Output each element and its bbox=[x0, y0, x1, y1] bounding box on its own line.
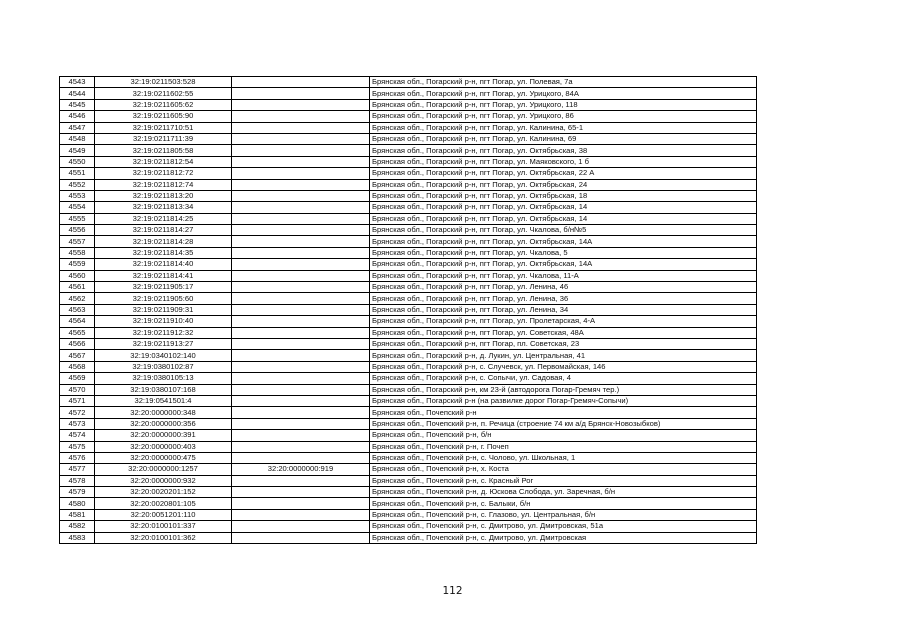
linked-cadastral-number-cell bbox=[232, 122, 370, 133]
table-row bbox=[60, 407, 757, 418]
table-row bbox=[60, 133, 757, 144]
linked-cadastral-number-cell bbox=[232, 168, 370, 179]
table-row bbox=[60, 361, 757, 372]
cadastral-number-cell: 32:20:0020801:105 bbox=[95, 498, 232, 509]
address-cell: Брянская обл., Почепский р-н, д. Юскова Слобода, ул. Заречная, б/н bbox=[370, 487, 757, 498]
table-row bbox=[60, 452, 757, 463]
cadastral-number-cell: 32:19:0211814:41 bbox=[95, 270, 232, 281]
table-row bbox=[60, 418, 757, 429]
address-cell: Брянская обл., Почепский р-н, б/н bbox=[370, 430, 757, 441]
table-row bbox=[60, 487, 757, 498]
row-number-cell: 4571 bbox=[60, 395, 95, 406]
address-cell: Брянская обл., Почепский р-н, х. Коста bbox=[370, 464, 757, 475]
linked-cadastral-number-cell bbox=[232, 259, 370, 270]
row-number-cell: 4582 bbox=[60, 521, 95, 532]
table-row bbox=[60, 430, 757, 441]
linked-cadastral-number-cell bbox=[232, 418, 370, 429]
address-cell: Брянская обл., Погарский р-н, пгт Погар, пл. Советская, 23 bbox=[370, 338, 757, 349]
address-cell: Брянская обл., Погарский р-н, пгт Погар, ул. Калинина, 65-1 bbox=[370, 122, 757, 133]
address-cell: Брянская обл., Погарский р-н, пгт Погар, ул. Чкалова, 11-А bbox=[370, 270, 757, 281]
registry-table-container bbox=[59, 76, 757, 544]
table-row bbox=[60, 464, 757, 475]
table-row bbox=[60, 384, 757, 395]
cadastral-number-cell: 32:19:0211813:20 bbox=[95, 190, 232, 201]
table-row bbox=[60, 316, 757, 327]
row-number-cell: 4565 bbox=[60, 327, 95, 338]
table-row bbox=[60, 225, 757, 236]
address-cell: Брянская обл., Погарский р-н, пгт Погар, ул. Октябрьская, 14 bbox=[370, 213, 757, 224]
cadastral-number-cell: 32:20:0000000:348 bbox=[95, 407, 232, 418]
table-row bbox=[60, 475, 757, 486]
cadastral-number-cell: 32:19:0211913:27 bbox=[95, 338, 232, 349]
cadastral-number-cell: 32:19:0211805:58 bbox=[95, 145, 232, 156]
table-row bbox=[60, 338, 757, 349]
linked-cadastral-number-cell bbox=[232, 384, 370, 395]
linked-cadastral-number-cell bbox=[232, 282, 370, 293]
row-number-cell: 4568 bbox=[60, 361, 95, 372]
table-row bbox=[60, 350, 757, 361]
row-number-cell: 4555 bbox=[60, 213, 95, 224]
table-row bbox=[60, 156, 757, 167]
row-number-cell: 4576 bbox=[60, 452, 95, 463]
table-row bbox=[60, 111, 757, 122]
row-number-cell: 4566 bbox=[60, 338, 95, 349]
address-cell: Брянская обл., Почепский р-н, с. Балыки, б/н bbox=[370, 498, 757, 509]
address-cell: Брянская обл., Погарский р-н, пгт Погар, ул. Октябрьская, 24 bbox=[370, 179, 757, 190]
row-number-cell: 4579 bbox=[60, 487, 95, 498]
row-number-cell: 4544 bbox=[60, 88, 95, 99]
table-row bbox=[60, 532, 757, 543]
cadastral-number-cell: 32:19:0211905:17 bbox=[95, 282, 232, 293]
row-number-cell: 4558 bbox=[60, 247, 95, 258]
linked-cadastral-number-cell bbox=[232, 133, 370, 144]
linked-cadastral-number-cell bbox=[232, 88, 370, 99]
address-cell: Брянская обл., Погарский р-н, пгт Погар, ул. Октябрьская, 14А bbox=[370, 236, 757, 247]
row-number-cell: 4575 bbox=[60, 441, 95, 452]
table-row bbox=[60, 213, 757, 224]
address-cell: Брянская обл., Погарский р-н, с. Сопычи, ул. Садовая, 4 bbox=[370, 373, 757, 384]
linked-cadastral-number-cell bbox=[232, 350, 370, 361]
cadastral-number-cell: 32:19:0211503:528 bbox=[95, 77, 232, 88]
address-cell: Брянская обл., Почепский р-н, г. Почеп bbox=[370, 441, 757, 452]
linked-cadastral-number-cell bbox=[232, 99, 370, 110]
row-number-cell: 4574 bbox=[60, 430, 95, 441]
cadastral-number-cell: 32:20:0000000:391 bbox=[95, 430, 232, 441]
registry-table-body bbox=[60, 77, 757, 544]
table-row bbox=[60, 293, 757, 304]
address-cell: Брянская обл., Почепский р-н, п. Речица (строение 74 км а/д Брянск-Новозыбков) bbox=[370, 418, 757, 429]
linked-cadastral-number-cell bbox=[232, 475, 370, 486]
linked-cadastral-number-cell bbox=[232, 247, 370, 258]
cadastral-number-cell: 32:19:0380102:87 bbox=[95, 361, 232, 372]
linked-cadastral-number-cell bbox=[232, 293, 370, 304]
address-cell: Брянская обл., Погарский р-н, пгт Погар, ул. Чкалова, 5 bbox=[370, 247, 757, 258]
address-cell: Брянская обл., Почепский р-н, с. Чолово, ул. Школьная, 1 bbox=[370, 452, 757, 463]
row-number-cell: 4563 bbox=[60, 304, 95, 315]
linked-cadastral-number-cell bbox=[232, 395, 370, 406]
row-number-cell: 4556 bbox=[60, 225, 95, 236]
linked-cadastral-number-cell bbox=[232, 316, 370, 327]
row-number-cell: 4550 bbox=[60, 156, 95, 167]
cadastral-number-cell: 32:19:0211814:35 bbox=[95, 247, 232, 258]
address-cell: Брянская обл., Погарский р-н, пгт Погар, ул. Чкалова, б/н№5 bbox=[370, 225, 757, 236]
cadastral-number-cell: 32:19:0211812:74 bbox=[95, 179, 232, 190]
cadastral-number-cell: 32:20:0000000:356 bbox=[95, 418, 232, 429]
linked-cadastral-number-cell: 32:20:0000000:919 bbox=[232, 464, 370, 475]
linked-cadastral-number-cell bbox=[232, 452, 370, 463]
table-row bbox=[60, 179, 757, 190]
cadastral-number-cell: 32:19:0211813:34 bbox=[95, 202, 232, 213]
cadastral-number-cell: 32:19:0211812:72 bbox=[95, 168, 232, 179]
address-cell: Брянская обл., Погарский р-н, пгт Погар, ул. Урицкого, 86 bbox=[370, 111, 757, 122]
table-row bbox=[60, 373, 757, 384]
row-number-cell: 4580 bbox=[60, 498, 95, 509]
address-cell: Брянская обл., Почепский р-н, с. Глазово, ул. Центральная, б/н bbox=[370, 509, 757, 520]
row-number-cell: 4557 bbox=[60, 236, 95, 247]
table-row bbox=[60, 190, 757, 201]
row-number-cell: 4545 bbox=[60, 99, 95, 110]
cadastral-number-cell: 32:19:0211605:90 bbox=[95, 111, 232, 122]
row-number-cell: 4561 bbox=[60, 282, 95, 293]
registry-table bbox=[59, 76, 757, 544]
table-row bbox=[60, 247, 757, 258]
cadastral-number-cell: 32:19:0380105:13 bbox=[95, 373, 232, 384]
linked-cadastral-number-cell bbox=[232, 407, 370, 418]
row-number-cell: 4551 bbox=[60, 168, 95, 179]
linked-cadastral-number-cell bbox=[232, 145, 370, 156]
linked-cadastral-number-cell bbox=[232, 111, 370, 122]
linked-cadastral-number-cell bbox=[232, 236, 370, 247]
row-number-cell: 4546 bbox=[60, 111, 95, 122]
address-cell: Брянская обл., Погарский р-н, пгт Погар, ул. Урицкого, 118 bbox=[370, 99, 757, 110]
row-number-cell: 4570 bbox=[60, 384, 95, 395]
address-cell: Брянская обл., Погарский р-н, км 23-й (автодорога Погар-Гремяч тер.) bbox=[370, 384, 757, 395]
linked-cadastral-number-cell bbox=[232, 213, 370, 224]
address-cell: Брянская обл., Погарский р-н, д. Лукин, ул. Центральная, 41 bbox=[370, 350, 757, 361]
cadastral-number-cell: 32:19:0211905:60 bbox=[95, 293, 232, 304]
address-cell: Брянская обл., Погарский р-н, пгт Погар, ул. Октябрьская, 18 bbox=[370, 190, 757, 201]
cadastral-number-cell: 32:20:0000000:1257 bbox=[95, 464, 232, 475]
linked-cadastral-number-cell bbox=[232, 361, 370, 372]
cadastral-number-cell: 32:19:0211812:54 bbox=[95, 156, 232, 167]
linked-cadastral-number-cell bbox=[232, 327, 370, 338]
linked-cadastral-number-cell bbox=[232, 179, 370, 190]
address-cell: Брянская обл., Почепский р-н bbox=[370, 407, 757, 418]
page-number: 112 bbox=[442, 585, 463, 597]
address-cell: Брянская обл., Погарский р-н, пгт Погар, ул. Октябрьская, 22 А bbox=[370, 168, 757, 179]
row-number-cell: 4547 bbox=[60, 122, 95, 133]
row-number-cell: 4559 bbox=[60, 259, 95, 270]
table-row bbox=[60, 327, 757, 338]
linked-cadastral-number-cell bbox=[232, 441, 370, 452]
cadastral-number-cell: 32:20:0000000:403 bbox=[95, 441, 232, 452]
row-number-cell: 4549 bbox=[60, 145, 95, 156]
address-cell: Брянская обл., Погарский р-н, пгт Погар, ул. Полевая, 7а bbox=[370, 77, 757, 88]
cadastral-number-cell: 32:19:0211602:55 bbox=[95, 88, 232, 99]
row-number-cell: 4577 bbox=[60, 464, 95, 475]
table-row bbox=[60, 270, 757, 281]
address-cell: Брянская обл., Погарский р-н, пгт Погар, ул. Маяковского, 1 б bbox=[370, 156, 757, 167]
table-row bbox=[60, 441, 757, 452]
table-row bbox=[60, 99, 757, 110]
table-row bbox=[60, 77, 757, 88]
table-row bbox=[60, 395, 757, 406]
address-cell: Брянская обл., Погарский р-н, пгт Погар, ул. Ленина, 46 bbox=[370, 282, 757, 293]
linked-cadastral-number-cell bbox=[232, 190, 370, 201]
row-number-cell: 4562 bbox=[60, 293, 95, 304]
address-cell: Брянская обл., Погарский р-н, пгт Погар, ул. Советская, 48А bbox=[370, 327, 757, 338]
cadastral-number-cell: 32:19:0541501:4 bbox=[95, 395, 232, 406]
cadastral-number-cell: 32:19:0211711:39 bbox=[95, 133, 232, 144]
address-cell: Брянская обл., Погарский р-н, пгт Погар, ул. Калинина, 69 bbox=[370, 133, 757, 144]
linked-cadastral-number-cell bbox=[232, 498, 370, 509]
row-number-cell: 4543 bbox=[60, 77, 95, 88]
address-cell: Брянская обл., Погарский р-н (на развилке дорог Погар-Гремяч-Сопычи) bbox=[370, 395, 757, 406]
linked-cadastral-number-cell bbox=[232, 156, 370, 167]
linked-cadastral-number-cell bbox=[232, 430, 370, 441]
address-cell: Брянская обл., Погарский р-н, пгт Погар, ул. Октябрьская, 14А bbox=[370, 259, 757, 270]
row-number-cell: 4552 bbox=[60, 179, 95, 190]
row-number-cell: 4581 bbox=[60, 509, 95, 520]
table-row bbox=[60, 145, 757, 156]
linked-cadastral-number-cell bbox=[232, 202, 370, 213]
row-number-cell: 4560 bbox=[60, 270, 95, 281]
row-number-cell: 4553 bbox=[60, 190, 95, 201]
linked-cadastral-number-cell bbox=[232, 338, 370, 349]
address-cell: Брянская обл., Погарский р-н, пгт Погар, ул. Октябрьская, 38 bbox=[370, 145, 757, 156]
address-cell: Брянская обл., Погарский р-н, пгт Погар, ул. Урицкого, 84А bbox=[370, 88, 757, 99]
cadastral-number-cell: 32:20:0000000:932 bbox=[95, 475, 232, 486]
linked-cadastral-number-cell bbox=[232, 304, 370, 315]
cadastral-number-cell: 32:20:0100101:362 bbox=[95, 532, 232, 543]
cadastral-number-cell: 32:19:0211814:40 bbox=[95, 259, 232, 270]
row-number-cell: 4573 bbox=[60, 418, 95, 429]
row-number-cell: 4572 bbox=[60, 407, 95, 418]
address-cell: Брянская обл., Погарский р-н, пгт Погар, ул. Пролетарская, 4-А bbox=[370, 316, 757, 327]
address-cell: Брянская обл., Погарский р-н, с. Случевск, ул. Первомайская, 146 bbox=[370, 361, 757, 372]
address-cell: Брянская обл., Почепский р-н, с. Дмитрово, ул. Дмитровская, 51а bbox=[370, 521, 757, 532]
table-row bbox=[60, 259, 757, 270]
table-row bbox=[60, 304, 757, 315]
table-row bbox=[60, 498, 757, 509]
table-row bbox=[60, 236, 757, 247]
address-cell: Брянская обл., Погарский р-н, пгт Погар, ул. Ленина, 34 bbox=[370, 304, 757, 315]
cadastral-number-cell: 32:19:0211605:62 bbox=[95, 99, 232, 110]
linked-cadastral-number-cell bbox=[232, 509, 370, 520]
row-number-cell: 4578 bbox=[60, 475, 95, 486]
table-row bbox=[60, 168, 757, 179]
cadastral-number-cell: 32:20:0100101:337 bbox=[95, 521, 232, 532]
linked-cadastral-number-cell bbox=[232, 487, 370, 498]
cadastral-number-cell: 32:19:0211710:51 bbox=[95, 122, 232, 133]
row-number-cell: 4567 bbox=[60, 350, 95, 361]
row-number-cell: 4569 bbox=[60, 373, 95, 384]
linked-cadastral-number-cell bbox=[232, 373, 370, 384]
cadastral-number-cell: 32:19:0211814:25 bbox=[95, 213, 232, 224]
cadastral-number-cell: 32:19:0380107:168 bbox=[95, 384, 232, 395]
address-cell: Брянская обл., Погарский р-н, пгт Погар, ул. Октябрьская, 14 bbox=[370, 202, 757, 213]
cadastral-number-cell: 32:19:0211814:28 bbox=[95, 236, 232, 247]
table-row bbox=[60, 122, 757, 133]
address-cell: Брянская обл., Почепский р-н, с. Красный Рог bbox=[370, 475, 757, 486]
linked-cadastral-number-cell bbox=[232, 77, 370, 88]
row-number-cell: 4548 bbox=[60, 133, 95, 144]
cadastral-number-cell: 32:19:0211909:31 bbox=[95, 304, 232, 315]
cadastral-number-cell: 32:20:0051201:110 bbox=[95, 509, 232, 520]
cadastral-number-cell: 32:19:0211814:27 bbox=[95, 225, 232, 236]
cadastral-number-cell: 32:20:0000000:475 bbox=[95, 452, 232, 463]
table-row bbox=[60, 521, 757, 532]
table-row bbox=[60, 282, 757, 293]
cadastral-number-cell: 32:19:0340102:140 bbox=[95, 350, 232, 361]
linked-cadastral-number-cell bbox=[232, 521, 370, 532]
row-number-cell: 4564 bbox=[60, 316, 95, 327]
cadastral-number-cell: 32:19:0211912:32 bbox=[95, 327, 232, 338]
linked-cadastral-number-cell bbox=[232, 225, 370, 236]
cadastral-number-cell: 32:20:0020201:152 bbox=[95, 487, 232, 498]
row-number-cell: 4554 bbox=[60, 202, 95, 213]
row-number-cell: 4583 bbox=[60, 532, 95, 543]
linked-cadastral-number-cell bbox=[232, 270, 370, 281]
table-row bbox=[60, 202, 757, 213]
address-cell: Брянская обл., Погарский р-н, пгт Погар, ул. Ленина, 36 bbox=[370, 293, 757, 304]
table-row bbox=[60, 88, 757, 99]
table-row bbox=[60, 509, 757, 520]
address-cell: Брянская обл., Почепский р-н, с. Дмитрово, ул. Дмитровская bbox=[370, 532, 757, 543]
linked-cadastral-number-cell bbox=[232, 532, 370, 543]
cadastral-number-cell: 32:19:0211910:40 bbox=[95, 316, 232, 327]
